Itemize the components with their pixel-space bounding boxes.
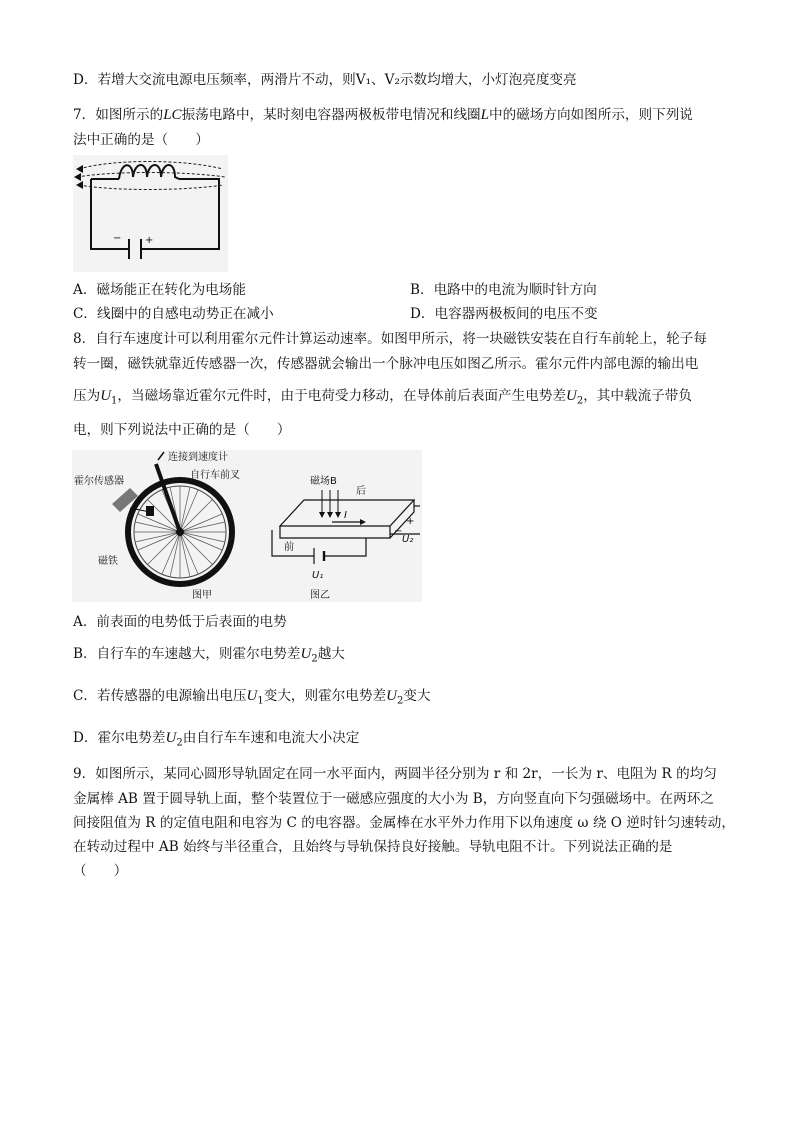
bicycle-fork	[156, 464, 180, 532]
label-u2: U₂	[402, 534, 414, 545]
label-back-side: 后	[356, 486, 366, 497]
lc-circuit-diagram	[73, 155, 228, 272]
bicycle-wheel-diagram	[72, 450, 262, 602]
capacitor-plus-sign: +	[145, 235, 154, 246]
caption-figure-b: 图乙	[310, 590, 330, 601]
q6-option-d[interactable]: D．若增大交流电源电压频率，两滑片不动，则V₁、V₂示数均增大，小灯泡亮度变亮	[73, 72, 577, 88]
q8-figure-hall-element	[262, 450, 422, 602]
circuit-wire-left	[91, 179, 129, 249]
q8-figure-bicycle	[72, 450, 262, 602]
label-magnetic-field: 磁场B	[310, 476, 337, 487]
q7-option-a[interactable]: A．磁场能正在转化为电场能	[73, 282, 246, 298]
label-current: I	[344, 510, 347, 521]
hall-plate-front	[280, 526, 390, 538]
q8-stem-line1: 8．自行车速度计可以利用霍尔元件计算运动速率。如图甲所示，将一块磁铁安装在自行车前轮上，轮子每	[73, 331, 707, 347]
q7-stem-line1: 7．如图所示的LC振荡电路中，某时刻电容器两极板带电情况和线圈L中的磁场方向如图所示，则下列说	[73, 107, 693, 123]
q9-stem-line4: 在转动过程中 AB 始终与半径重合，且始终与导轨保持良好接触。导轨电阻不计。下列说法正确的是	[73, 839, 673, 855]
u1-wire-right	[324, 538, 366, 556]
label-u1: U₁	[312, 570, 324, 581]
q7-lc-circuit-figure	[73, 155, 228, 272]
caption-figure-a: 图甲	[192, 590, 212, 601]
label-to-speedometer: 连接到速度计	[168, 452, 228, 463]
q7-option-d[interactable]: D．电容器两极板间的电压不变	[410, 306, 598, 322]
label-hall-sensor: 霍尔传感器	[74, 476, 124, 487]
q8-option-b[interactable]: B．自行车的车速越大，则霍尔电势差$U_2$越大	[73, 646, 345, 665]
q9-stem-line2: 金属棒 AB 置于圆导轨上面，整个装置位于一磁感应强度的大小为 B，方向竖直向下匀强磁场中。在两环之	[73, 791, 714, 807]
label-minus: −	[394, 526, 403, 537]
q7-option-b[interactable]: B．电路中的电流为顺时针方向	[410, 282, 597, 298]
q8-stem-line3: 压为$U_1$，当磁场靠近霍尔元件时，由于电荷受力移动，在导体前后表面产生电势差$U_2$，其中载流子带负	[73, 388, 692, 407]
label-plus: +	[406, 516, 415, 527]
label-front-fork: 自行车前叉	[190, 470, 240, 481]
label-magnet: 磁铁	[98, 556, 118, 567]
q8-stem-line4: 电，则下列说法中正确的是（ ）	[73, 422, 291, 438]
q9-stem-line5: （ ）	[73, 863, 128, 879]
label-front-side: 前	[284, 542, 294, 553]
inductor-coil	[119, 165, 179, 179]
q7-option-c[interactable]: C．线圈中的自感电动势正在减小	[73, 306, 274, 322]
q8-option-d[interactable]: D．霍尔电势差$U_2$由自行车车速和电流大小决定	[73, 730, 360, 749]
q7-stem-line2: 法中正确的是（ ）	[73, 132, 209, 148]
q8-stem-line2: 转一圈，磁铁就靠近传感器一次，传感器就会输出一个脉冲电压如图乙所示。霍尔元件内部电源的输出电	[73, 356, 699, 372]
hall-element-diagram	[262, 450, 422, 602]
meter-wire	[158, 452, 164, 460]
q8-option-c[interactable]: C．若传感器的电源输出电压$U_1$变大，则霍尔电势差$U_2$变大	[73, 688, 431, 707]
q9-stem-line1: 9．如图所示，某同心圆形导轨固定在同一水平面内，两圆半径分别为 r 和 2r，一长为 r、电阻为 R 的均匀	[73, 766, 717, 782]
field-direction-arrows	[74, 165, 83, 189]
capacitor-minus-sign: −	[113, 233, 122, 244]
q8-option-a[interactable]: A．前表面的电势低于后表面的电势	[73, 614, 287, 630]
q9-stem-line3: 间接阻值为 R 的定值电阻和电容为 C 的电容器。金属棒在水平外力作用下以角速度 ω 绕 O 逆时针匀速转动，	[73, 815, 735, 831]
